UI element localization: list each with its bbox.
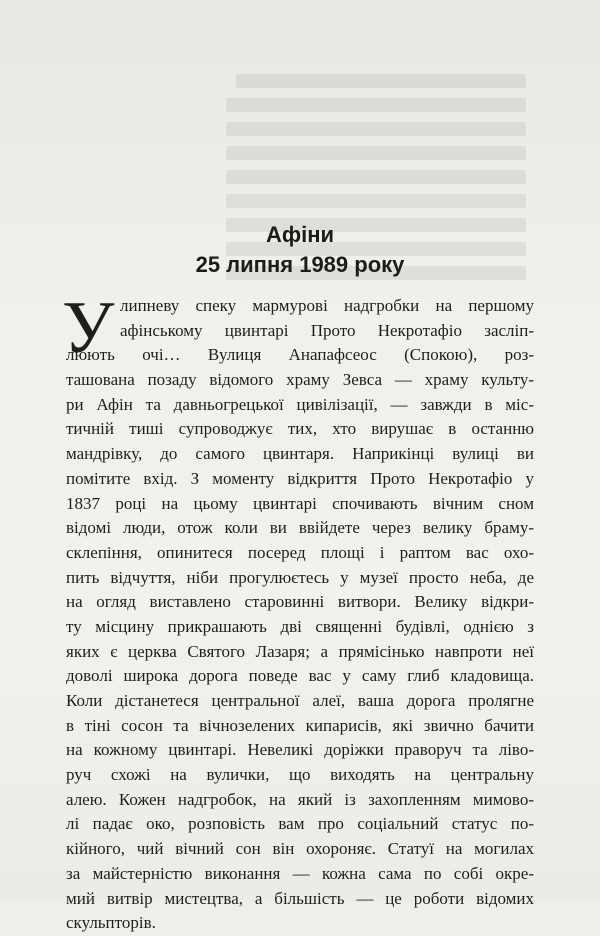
text-line: скульпторів. bbox=[66, 913, 156, 933]
text-line: лі падає око, розповість вам про соціальний статус по- bbox=[66, 814, 534, 834]
text-line: мандрівку, до самого цвинтаря. Наприкінці вулиці ви bbox=[66, 444, 534, 464]
text-line: мий витвір мистецтва, а більшість — це роботи відомих bbox=[66, 888, 534, 908]
text-line: ту місцину прикрашають дві священні будівлі, однією з bbox=[66, 616, 534, 636]
text-line: липневу спеку мармурові надгробки на першому bbox=[120, 296, 534, 315]
text-line: склепіння, опинитеся посеред площі і раптом вас охо- bbox=[66, 542, 534, 562]
text-line: помітите вхід. З моменту відкриття Прото Некротафіо у bbox=[66, 468, 534, 488]
text-line: люють очі… Вулиця Анапафсеос (Спокою), роз- bbox=[66, 345, 534, 365]
text-line: на огляд виставлено старовинні витвори. Велику відкри- bbox=[66, 592, 534, 612]
text-line: ташована позаду відомого храму Зевса — храму культу- bbox=[66, 370, 534, 390]
bleed-through-text bbox=[210, 38, 540, 288]
text-line: відомі люди, отож коли ви ввійдете через велику браму- bbox=[66, 518, 534, 538]
text-line: алею. Кожен надгробок, на який із захопленням мимово- bbox=[66, 789, 534, 809]
text-line: афінському цвинтарі Прото Некротафіо засліп- bbox=[120, 320, 534, 340]
body-text bbox=[62, 287, 534, 936]
text-line: яких є церква Святого Лазаря; а прямісінько навпроти неї bbox=[66, 641, 534, 661]
text-line: ри Афін та давньогрецької цивілізації, — завжди в міс- bbox=[66, 394, 534, 414]
text-line: 1837 році на цьому цвинтарі спочивають вічним сном bbox=[66, 493, 534, 513]
chapter-title-place: Афіни bbox=[265, 222, 335, 247]
text-line: доволі широка дорога поведе вас у саму глиб кладовища. bbox=[66, 666, 534, 686]
text-line: кійного, чий вічний сон він охороняє. Статуї на могилах bbox=[66, 839, 534, 859]
text-line: в тіні сосон та вічнозелених кипарисів, які звично бачити bbox=[66, 715, 534, 735]
text-line: пить відчуття, ніби прогулюєтесь у музеї просто неба, де bbox=[66, 567, 534, 587]
text-line: тичній тиші супроводжує тих, хто вирушає в останню bbox=[66, 419, 534, 439]
drop-cap: У bbox=[62, 287, 115, 369]
text-line: на кожному цвинтарі. Невеликі доріжки праворуч та ліво- bbox=[66, 740, 534, 760]
text-line: руч схожі на вулички, що виходять на центральну bbox=[66, 765, 534, 785]
text-line: за майстерністю виконання — кожна сама по собі окре- bbox=[66, 863, 534, 883]
text-line: Коли дістанетеся центральної алеї, ваша дорога пролягне bbox=[66, 691, 534, 710]
chapter-title-date: 25 липня 1989 року bbox=[195, 252, 405, 277]
